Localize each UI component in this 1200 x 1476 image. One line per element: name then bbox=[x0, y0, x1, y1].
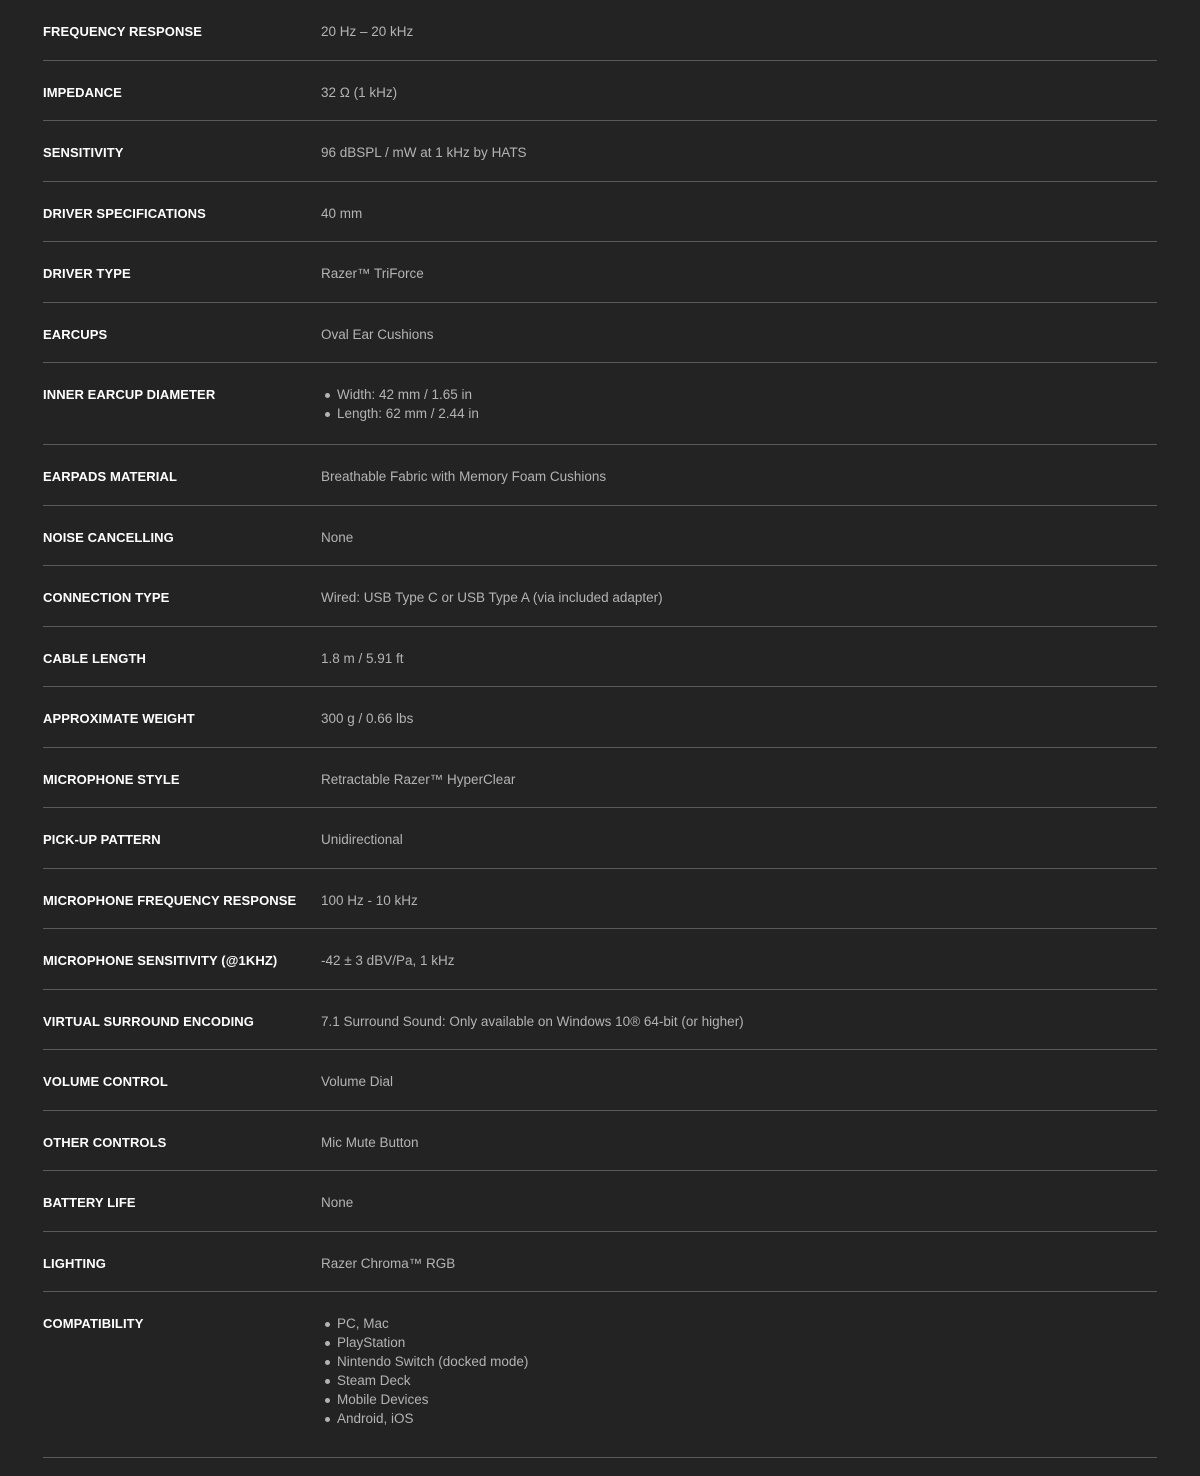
spec-value: 20 Hz – 20 kHz bbox=[321, 24, 414, 39]
spec-row-driver-specifications bbox=[43, 182, 1157, 243]
spec-value: Volume Dial bbox=[321, 1074, 394, 1089]
list-item: Mobile Devices bbox=[321, 1389, 528, 1410]
spec-label: COMPATIBILITY bbox=[43, 1316, 144, 1331]
spec-value-list bbox=[321, 386, 479, 424]
list-item: Length: 62 mm / 2.44 in bbox=[321, 403, 479, 424]
spec-value: Razer Chroma™ RGB bbox=[321, 1255, 456, 1271]
list-item: Nintendo Switch (docked mode) bbox=[321, 1351, 528, 1372]
spec-row-earpads-material bbox=[43, 445, 1157, 506]
spec-row-lighting bbox=[43, 1232, 1157, 1293]
spec-row-virtual-surround-encoding bbox=[43, 990, 1157, 1051]
spec-value: 96 dBSPL / mW at 1 kHz by HATS bbox=[321, 145, 527, 160]
spec-label: DRIVER SPECIFICATIONS bbox=[43, 205, 206, 221]
spec-label: VOLUME CONTROL bbox=[43, 1074, 168, 1089]
spec-label: EARPADS MATERIAL bbox=[43, 469, 178, 484]
spec-label: PICK-UP PATTERN bbox=[43, 832, 161, 847]
list-item: PC, Mac bbox=[321, 1313, 528, 1334]
spec-label: FREQUENCY RESPONSE bbox=[43, 24, 203, 39]
spec-label: APPROXIMATE WEIGHT bbox=[43, 711, 195, 726]
spec-label: BATTERY LIFE bbox=[43, 1195, 136, 1210]
spec-label: INNER EARCUP DIAMETER bbox=[43, 387, 216, 402]
spec-value: 300 g / 0.66 lbs bbox=[321, 711, 414, 726]
spec-value: 32 Ω (1 kHz) bbox=[321, 84, 398, 100]
spec-row-volume-control bbox=[43, 1050, 1157, 1111]
spec-row-frequency-response bbox=[43, 0, 1157, 61]
spec-value: Oval Ear Cushions bbox=[321, 326, 434, 342]
spec-value: Breathable Fabric with Memory Foam Cushions bbox=[321, 469, 607, 484]
spec-value: 100 Hz - 10 kHz bbox=[321, 892, 418, 908]
spec-value: Wired: USB Type C or USB Type A (via included adapter) bbox=[321, 590, 663, 605]
spec-value: Mic Mute Button bbox=[321, 1134, 419, 1150]
spec-label: NOISE CANCELLING bbox=[43, 529, 174, 545]
spec-value-list bbox=[321, 1315, 528, 1429]
spec-row-inner-earcup-diameter bbox=[43, 363, 1157, 445]
spec-row-approximate-weight bbox=[43, 687, 1157, 748]
spec-row-microphone-frequency-response bbox=[43, 869, 1157, 930]
list-item: Width: 42 mm / 1.65 in bbox=[321, 384, 479, 405]
spec-label: MICROPHONE FREQUENCY RESPONSE bbox=[43, 892, 297, 908]
spec-value: None bbox=[321, 1195, 354, 1210]
spec-label: IMPEDANCE bbox=[43, 84, 122, 100]
spec-value: 40 mm bbox=[321, 205, 363, 221]
spec-value: None bbox=[321, 529, 354, 545]
list-item: Android, iOS bbox=[321, 1408, 528, 1429]
list-item: Steam Deck bbox=[321, 1370, 528, 1391]
spec-value: Razer™ TriForce bbox=[321, 266, 424, 281]
spec-row-driver-type bbox=[43, 242, 1157, 303]
spec-value: Retractable Razer™ HyperClear bbox=[321, 771, 516, 787]
spec-label: SENSITIVITY bbox=[43, 145, 124, 160]
spec-label: OTHER CONTROLS bbox=[43, 1134, 167, 1150]
spec-row-noise-cancelling bbox=[43, 506, 1157, 567]
spec-value: 7.1 Surround Sound: Only available on Windows 10® 64-bit (or higher) bbox=[321, 1013, 744, 1029]
spec-value: 1.8 m / 5.91 ft bbox=[321, 650, 404, 666]
spec-row-other-controls bbox=[43, 1111, 1157, 1172]
spec-label: VIRTUAL SURROUND ENCODING bbox=[43, 1013, 254, 1029]
spec-row-compatibility bbox=[43, 1292, 1157, 1458]
spec-row-pick-up-pattern bbox=[43, 808, 1157, 869]
spec-row-battery-life bbox=[43, 1171, 1157, 1232]
spec-value: -42 ± 3 dBV/Pa, 1 kHz bbox=[321, 953, 455, 968]
spec-row-connection-type bbox=[43, 566, 1157, 627]
spec-value: Unidirectional bbox=[321, 832, 403, 847]
spec-row-microphone-sensitivity bbox=[43, 929, 1157, 990]
spec-table bbox=[43, 0, 1157, 1458]
spec-label: EARCUPS bbox=[43, 326, 108, 342]
spec-row-microphone-style bbox=[43, 748, 1157, 809]
spec-row-sensitivity bbox=[43, 121, 1157, 182]
spec-label: MICROPHONE STYLE bbox=[43, 771, 180, 787]
spec-label: CABLE LENGTH bbox=[43, 650, 147, 666]
spec-label: LIGHTING bbox=[43, 1255, 106, 1271]
spec-row-earcups bbox=[43, 303, 1157, 364]
spec-row-cable-length bbox=[43, 627, 1157, 688]
spec-label: MICROPHONE SENSITIVITY (@1KHZ) bbox=[43, 953, 278, 968]
list-item: PlayStation bbox=[321, 1332, 528, 1353]
spec-row-impedance bbox=[43, 61, 1157, 122]
spec-label: CONNECTION TYPE bbox=[43, 590, 170, 605]
spec-label: DRIVER TYPE bbox=[43, 266, 131, 281]
